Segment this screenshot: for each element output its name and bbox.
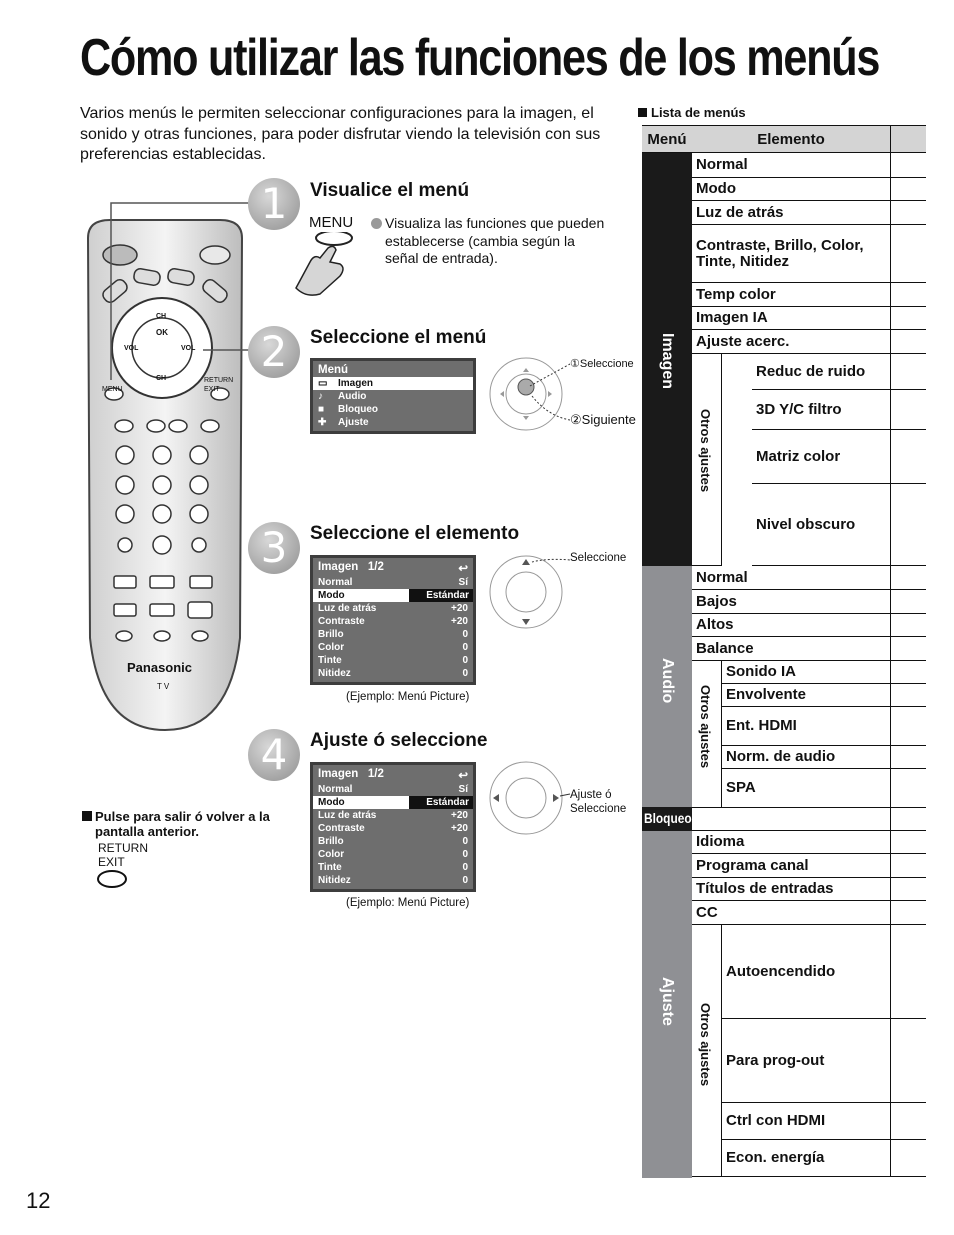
- exit-note: [82, 809, 272, 888]
- audio-other-empty-cell: [890, 707, 926, 746]
- exit-note-exit-label: EXIT: [98, 855, 125, 869]
- group-label-imagen: Imagen: [659, 333, 676, 390]
- menu-item-label: Bloqueo: [338, 404, 378, 415]
- menu-list-table: [642, 125, 926, 1178]
- osd-row-tinte[interactable]: Tinte 0: [318, 655, 468, 666]
- group-label-audio: Audio: [659, 658, 676, 704]
- imagen-item-empty-cell: [890, 178, 926, 201]
- bloqueo-row: [692, 807, 890, 831]
- picture-menu-osd-step4: [310, 762, 476, 892]
- imagen-item-row: Modo: [692, 178, 890, 201]
- remote-vol-left-label: VOL: [124, 345, 139, 352]
- intro-paragraph: Varios menús le permiten seleccionar configuraciones para la imagen, el sonido y otras funciones, para poder disfrutar viendo la televisión con sus preferencias establecidas.: [80, 105, 601, 163]
- bloqueo-empty-cell: [890, 807, 926, 831]
- main-menu-osd: [310, 358, 476, 434]
- picture-menu-osd-step3: [310, 555, 476, 685]
- step-3-heading: Seleccione el elemento: [310, 523, 520, 544]
- ajuste-item-row: Títulos de entradas: [692, 878, 890, 901]
- audio-other-empty-cell: [890, 684, 926, 707]
- imagen-item-row: Ajuste acerc.: [692, 330, 890, 354]
- imagen-other-row: Matriz color: [752, 430, 890, 484]
- osd-row-contraste[interactable]: Contraste +20: [318, 616, 468, 627]
- audio-item-empty-cell: [890, 590, 926, 614]
- remote-menu-label: MENU: [102, 386, 123, 393]
- step-3-navpad-icon: [488, 554, 572, 634]
- osd-row-modo[interactable]: Modo Estándar: [313, 589, 473, 602]
- return-exit-button-icon: [97, 870, 127, 888]
- audio-other-row: SPA: [722, 769, 890, 808]
- menu-item-label: Ajuste: [338, 417, 369, 428]
- osd-row-color[interactable]: Color 0: [318, 849, 468, 860]
- osd-row-luz[interactable]: Luz de atrás +20: [318, 810, 468, 821]
- ajuste-item-row: CC: [692, 901, 890, 925]
- imagen-other-row: Nivel obscuro: [752, 484, 890, 566]
- step-2-number: 2: [248, 326, 300, 378]
- bullet-square-icon: [82, 811, 92, 821]
- screen-icon: ▭: [318, 378, 328, 389]
- bullet-dot-icon: [371, 218, 382, 229]
- imagen-item-row: Temp color: [692, 283, 890, 307]
- osd-row-contraste[interactable]: Contraste +20: [318, 823, 468, 834]
- osd-row-luz[interactable]: Luz de atrás +20: [318, 603, 468, 614]
- osd-row-color[interactable]: Color 0: [318, 642, 468, 653]
- group-label-ajuste: Ajuste: [659, 977, 676, 1026]
- imagen-item-row: Contraste, Brillo, Color, Tinte, Nitidez: [692, 225, 890, 283]
- imagen-item-empty-cell: [890, 283, 926, 307]
- audio-other-empty-cell: [890, 746, 926, 769]
- osd-row-tinte[interactable]: Tinte 0: [318, 862, 468, 873]
- step-4-number: 4: [248, 729, 300, 781]
- imagen-item-empty-cell: [890, 225, 926, 283]
- menu-list-title: [638, 105, 746, 120]
- column-header-element: Elemento: [757, 131, 825, 148]
- audio-item-row: Altos: [692, 614, 890, 637]
- ajuste-item-empty-cell: [890, 831, 926, 854]
- music-note-icon: ♪: [318, 391, 323, 402]
- step-4-adjust-label: Ajuste ó Seleccione: [570, 789, 627, 815]
- step-1-heading: Visualice el menú: [310, 180, 470, 201]
- return-arrow-icon: ↩: [458, 770, 468, 782]
- remote-vol-right-label: VOL: [181, 345, 196, 352]
- osd-row-brillo[interactable]: Brillo 0: [318, 836, 468, 847]
- imagen-item-empty-cell: [890, 307, 926, 330]
- audio-item-empty-cell: [890, 566, 926, 590]
- audio-item-row: Bajos: [692, 590, 890, 614]
- step-3-select-label: Seleccione: [570, 552, 627, 564]
- page-number: 12: [26, 1188, 51, 1213]
- ajuste-item-row: Idioma: [692, 831, 890, 854]
- ajuste-item-empty-cell: [890, 901, 926, 925]
- osd-row-normal[interactable]: Normal Sí: [318, 784, 468, 795]
- step-1-description-text: Visualiza las funciones que pueden establecerse (cambia según la señal de entrada).: [385, 215, 605, 266]
- remote-ok-label: OK: [156, 328, 168, 337]
- menu-item-imagen[interactable]: [313, 377, 473, 390]
- ajuste-other-row: Ctrl con HDMI: [722, 1103, 890, 1140]
- audio-item-row: Balance: [692, 637, 890, 661]
- step-3-number: 3: [248, 522, 300, 574]
- return-arrow-icon: ↩: [458, 563, 468, 575]
- imagen-other-empty-cell: [890, 430, 926, 484]
- imagen-item-empty-cell: [890, 153, 926, 178]
- audio-other-row: Envolvente: [722, 684, 890, 707]
- ajuste-other-empty-cell: [890, 1019, 926, 1103]
- ajuste-other-row: Econ. energía: [722, 1140, 890, 1177]
- lock-icon: ■: [318, 404, 325, 415]
- imagen-other-empty-cell: [890, 484, 926, 566]
- imagen-other-row: 3D Y/C filtro: [752, 390, 890, 430]
- menu-list-title-text: Lista de menús: [651, 105, 746, 120]
- step-1-menu-button-label: MENU: [309, 214, 354, 231]
- step-1-description: [371, 215, 611, 268]
- imagen-other-empty-cell: [890, 390, 926, 430]
- audio-other-label: Otros ajustes: [698, 685, 713, 769]
- step-4-caption: (Ejemplo: Menú Picture): [346, 897, 470, 909]
- step-4-heading: Ajuste ó seleccione: [310, 730, 488, 751]
- osd-row-nitidez[interactable]: Nitidez 0: [318, 668, 468, 679]
- ajuste-other-empty-cell: [890, 925, 926, 1019]
- ajuste-item-empty-cell: [890, 854, 926, 878]
- step-1-number: 1: [248, 178, 300, 230]
- remote-ch-down-label: CH: [156, 375, 167, 382]
- column-header-menu: Menú: [647, 131, 687, 148]
- menu-item-bloqueo[interactable]: [313, 403, 473, 416]
- remote-ch-up-label: CH: [156, 313, 167, 320]
- imagen-item-row: Imagen IA: [692, 307, 890, 330]
- step-2-navpad-icon: [488, 356, 572, 436]
- audio-other-row: Norm. de audio: [722, 746, 890, 769]
- menu-item-label: Imagen: [338, 378, 374, 389]
- audio-item-empty-cell: [890, 637, 926, 661]
- group-label-bloqueo: Bloqueo: [644, 810, 692, 826]
- page-title: Cómo utilizar las funciones de los menús: [80, 29, 880, 87]
- step-3-caption: (Ejemplo: Menú Picture): [346, 691, 470, 703]
- main-menu-title: Menú: [318, 364, 349, 376]
- osd-row-modo[interactable]: Modo Estándar: [313, 796, 473, 809]
- wrench-icon: ✚: [318, 417, 327, 428]
- header-divider: [890, 125, 891, 153]
- ajuste-other-empty-cell: [890, 1140, 926, 1177]
- menu-item-audio[interactable]: [313, 390, 473, 403]
- audio-item-row: Normal: [692, 566, 890, 590]
- step-2-next-label: ②Siguiente: [570, 412, 636, 427]
- imagen-item-row: Normal: [692, 153, 890, 178]
- imagen-item-row: Luz de atrás: [692, 201, 890, 225]
- remote-exit-label: EXIT: [204, 386, 220, 393]
- audio-item-empty-cell: [890, 614, 926, 637]
- menu-item-ajuste[interactable]: [313, 416, 473, 429]
- imagen-item-empty-cell: [890, 201, 926, 225]
- picture-menu-title: Imagen 1/2: [318, 561, 384, 573]
- remote-brand-logo: Panasonic: [127, 660, 193, 675]
- osd-row-nitidez[interactable]: Nitidez 0: [318, 875, 468, 886]
- osd-row-normal[interactable]: Normal Sí: [318, 577, 468, 588]
- picture-menu-title: Imagen 1/2: [318, 768, 384, 780]
- exit-note-text: Pulse para salir ó volver a la pantalla anterior.: [95, 809, 270, 839]
- bullet-square-icon: [638, 108, 647, 117]
- imagen-other-label: Otros ajustes: [698, 409, 713, 493]
- imagen-other-empty-cell: [890, 354, 926, 390]
- remote-tv-label: TV: [157, 682, 172, 691]
- ajuste-item-row: Programa canal: [692, 854, 890, 878]
- remote-return-label: RETURN: [204, 377, 234, 384]
- ajuste-other-empty-cell: [890, 1103, 926, 1140]
- hand-pressing-icon: [290, 232, 358, 303]
- ajuste-item-empty-cell: [890, 878, 926, 901]
- imagen-item-empty-cell: [890, 330, 926, 354]
- audio-other-row: Sonido IA: [722, 661, 890, 684]
- ajuste-other-row: Autoencendido: [722, 925, 890, 1019]
- osd-row-brillo[interactable]: Brillo 0: [318, 629, 468, 640]
- ajuste-other-label: Otros ajustes: [698, 1003, 713, 1087]
- audio-other-row: Ent. HDMI: [722, 707, 890, 746]
- audio-other-empty-cell: [890, 661, 926, 684]
- step-2-select-label: ①Seleccione: [570, 358, 634, 370]
- audio-other-empty-cell: [890, 769, 926, 808]
- exit-note-return-label: RETURN: [98, 841, 148, 855]
- menu-item-label: Audio: [338, 391, 367, 402]
- ajuste-other-row: Para prog-out: [722, 1019, 890, 1103]
- imagen-other-row: Reduc de ruido: [752, 354, 890, 390]
- step-4-navpad-icon: [488, 760, 572, 840]
- step-2-heading: Seleccione el menú: [310, 327, 487, 348]
